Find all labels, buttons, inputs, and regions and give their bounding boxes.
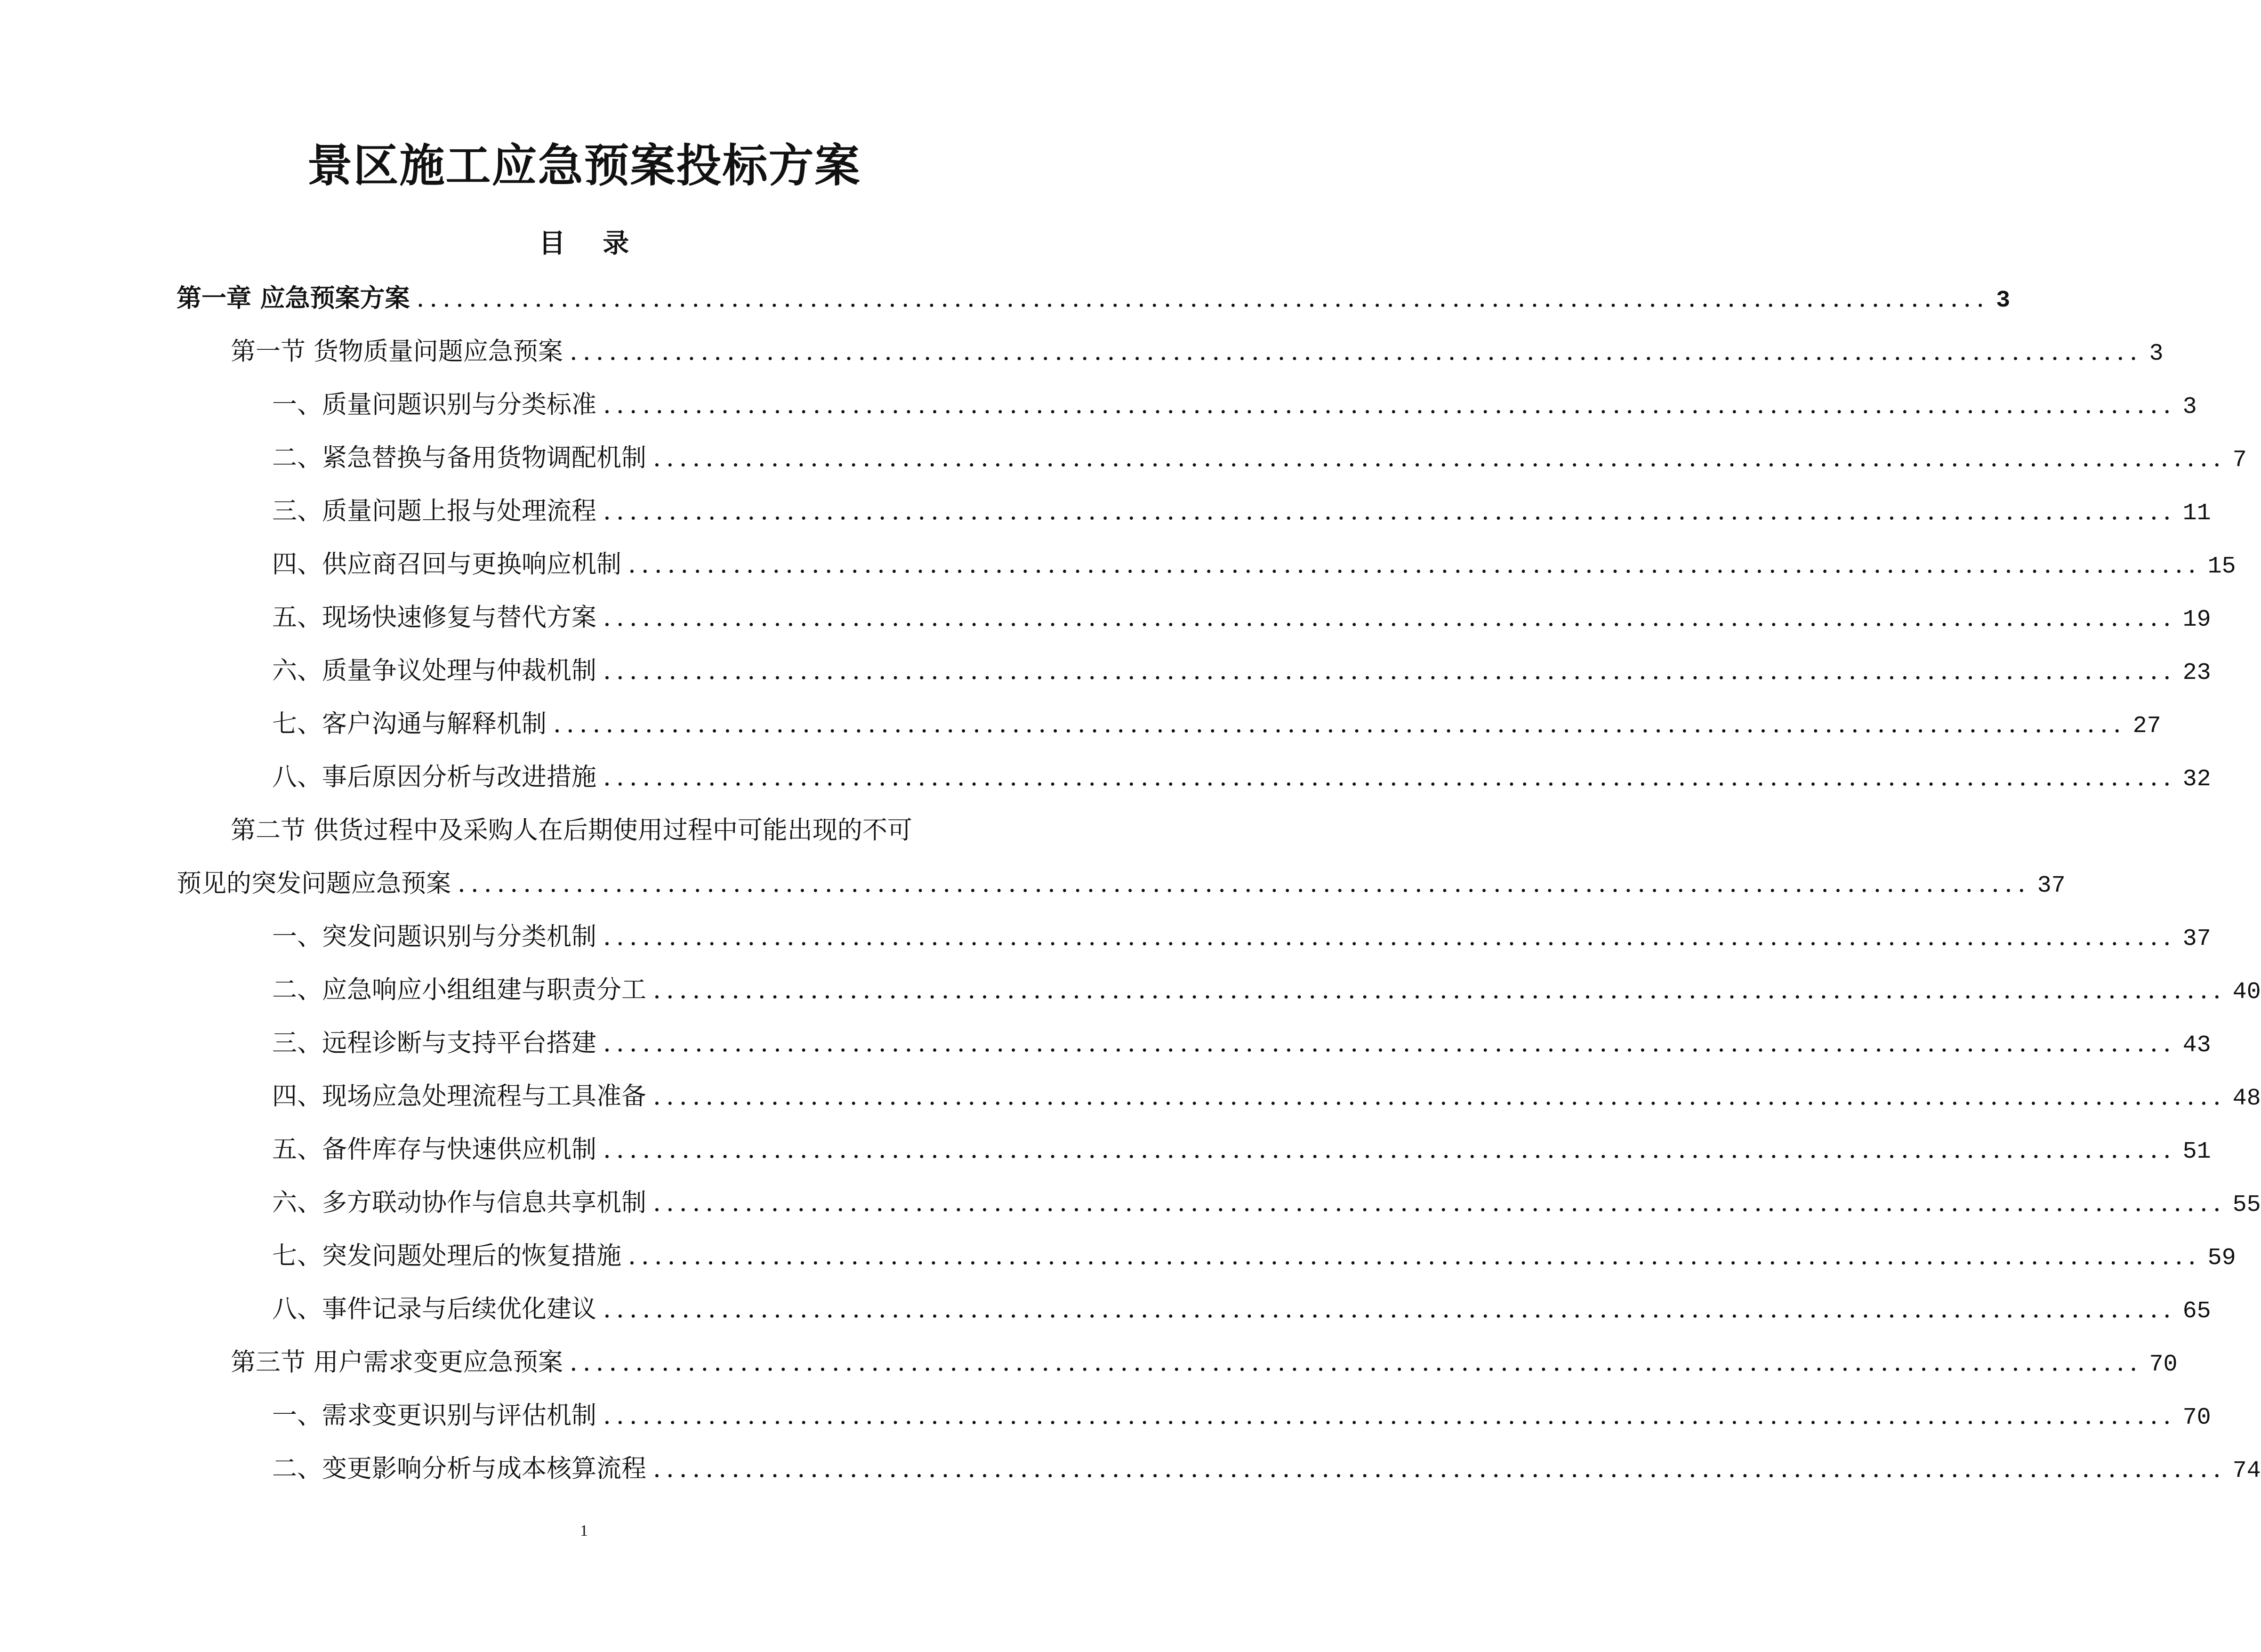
toc-entry-page: 48 [2232,1085,2261,1112]
toc-entry-title: 八、事后原因分析与改进措施 [272,763,596,791]
toc-entry-item[interactable] [272,492,2211,530]
toc-entry-page: 23 [2182,660,2211,686]
toc-entry-chapter-1[interactable] [177,280,2011,317]
toc-entry-item[interactable] [272,439,2247,477]
toc-entry-page: 37 [2037,872,2066,899]
toc-entry-title: 二、应急响应小组组建与职责分工 [272,975,646,1004]
toc-dot-leader: ........................................................................................................................ [553,709,2126,738]
toc-entry-title: 六、质量争议处理与仲裁机制 [272,656,596,685]
toc-entry-page: 3 [2149,340,2164,367]
toc-entry-title: 五、现场快速修复与替代方案 [272,603,596,632]
toc-entry-page: 43 [2182,1032,2211,1059]
toc-entry-section-2-line-1[interactable] [231,812,991,849]
toc-entry-title: 八、事件记录与后续优化建议 [272,1295,596,1323]
toc-entry-section-1[interactable] [231,333,2164,371]
toc-entry-item[interactable] [272,971,2261,1009]
toc-entry-title: 五、备件库存与快速供应机制 [272,1135,596,1164]
toc-entry-title: 第二节 供货过程中及采购人在后期使用过程中可能出现的不可 [231,816,912,845]
toc-entry-item[interactable] [272,546,2236,583]
toc-entry-title: 三、远程诊断与支持平台搭建 [272,1029,596,1057]
toc-entry-page: 37 [2182,926,2211,952]
toc-dot-leader: ........................................................................................................................ [603,390,2176,419]
toc-dot-leader: ........................................................................................................................ [653,443,2226,472]
toc-entry-item[interactable] [272,705,2161,743]
toc-entry-page: 40 [2232,979,2261,1006]
toc-dot-leader: ........................................................................................................................ [569,1348,2143,1377]
toc-dot-leader: ........................................................................................................................ [653,1082,2226,1111]
toc-entry-page: 19 [2182,606,2211,633]
toc-entry-page: 55 [2232,1192,2261,1218]
toc-entry-title: 二、变更影响分析与成本核算流程 [272,1454,646,1483]
toc-dot-leader: ........................................................................................................................ [603,763,2176,791]
toc-entry-page: 70 [2149,1351,2178,1378]
toc-entry-item[interactable] [272,1184,2261,1222]
toc-entry-item[interactable] [272,1078,2261,1115]
toc-entry-item[interactable] [272,758,2211,796]
toc-entry-title: 第一节 货物质量问题应急预案 [231,337,563,366]
toc-dot-leader: ........................................................................................................................ [603,1029,2176,1057]
toc-entry-title: 七、客户沟通与解释机制 [272,709,547,738]
document-title: 景区施工应急预案投标方案 [307,139,861,192]
toc-entry-page: 74 [2232,1458,2261,1484]
toc-dot-leader: ........................................................................................................................ [628,1241,2201,1270]
toc-entry-item[interactable] [272,386,2197,424]
toc-entry-page: 27 [2132,713,2161,740]
toc-entry-title: 一、需求变更识别与评估机制 [272,1401,596,1430]
toc-entry-item[interactable] [272,1397,2211,1434]
toc-entry-page: 65 [2182,1298,2211,1325]
toc-dot-leader: ........................................................................................................................ [603,922,2176,951]
toc-entry-page: 59 [2207,1245,2236,1272]
toc-entry-title: 七、突发问题处理后的恢复措施 [272,1241,621,1270]
toc-entry-title: 第一章 应急预案方案 [177,284,410,313]
toc-entry-page: 3 [2182,394,2197,420]
toc-entry-page: 32 [2182,766,2211,793]
toc-entry-title: 一、突发问题识别与分类机制 [272,922,596,951]
toc-entry-title: 六、多方联动协作与信息共享机制 [272,1188,646,1217]
toc-dot-leader: ........................................................................................................................ [603,656,2176,685]
toc-entry-page: 7 [2232,447,2247,474]
toc-dot-leader: ........................................................................................................................ [569,337,2143,366]
toc-dot-leader: ........................................................................................................................ [653,1188,2226,1217]
toc-entry-item[interactable] [272,1237,2236,1275]
toc-entry-page: 51 [2182,1138,2211,1165]
toc-entry-title: 第三节 用户需求变更应急预案 [231,1348,563,1377]
toc-entry-item[interactable] [272,1290,2211,1328]
toc-dot-leader: ........................................................................................................................ [653,1454,2226,1483]
toc-entry-item[interactable] [272,1450,2261,1488]
toc-dot-leader: ........................................................................................................................ [603,1295,2176,1323]
toc-entry-item[interactable] [272,599,2211,637]
toc-entry-title: 二、紧急替换与备用货物调配机制 [272,443,646,472]
toc-entry-page: 70 [2182,1404,2211,1431]
toc-entry-page: 15 [2207,553,2236,580]
toc-entry-title: 预见的突发问题应急预案 [177,869,451,898]
toc-entry-item[interactable] [272,1131,2211,1168]
toc-dot-leader: ........................................................................................................................ [628,550,2201,579]
toc-dot-leader: ........................................................................................................................ [458,869,2031,898]
toc-entry-section-2-line-2[interactable] [177,865,2066,903]
toc-entry-section-3[interactable] [231,1344,2178,1381]
page-number: 1 [580,1522,588,1539]
toc-entry-item[interactable] [272,918,2211,956]
toc-entry-title: 三、质量问题上报与处理流程 [272,497,596,525]
toc-entry-page: 3 [1996,287,2011,314]
toc-dot-leader: ........................................................................................................................ [653,975,2226,1004]
toc-dot-leader: ........................................................................................................................ [416,284,1990,313]
toc-dot-leader: ........................................................................................................................ [603,1135,2176,1164]
toc-entry-item[interactable] [272,652,2211,690]
toc-dot-leader: ........................................................................................................................ [603,497,2176,525]
toc-entry-page: 11 [2182,500,2211,527]
toc-entry-item[interactable] [272,1024,2211,1062]
toc-entry-title: 四、供应商召回与更换响应机制 [272,550,621,579]
toc-entry-title: 一、质量问题识别与分类标准 [272,390,596,419]
toc-heading: 目 录 [539,228,644,259]
toc-dot-leader: ........................................................................................................................ [603,1401,2176,1430]
toc-dot-leader: ........................................................................................................................ [603,603,2176,632]
toc-entry-title: 四、现场应急处理流程与工具准备 [272,1082,646,1111]
